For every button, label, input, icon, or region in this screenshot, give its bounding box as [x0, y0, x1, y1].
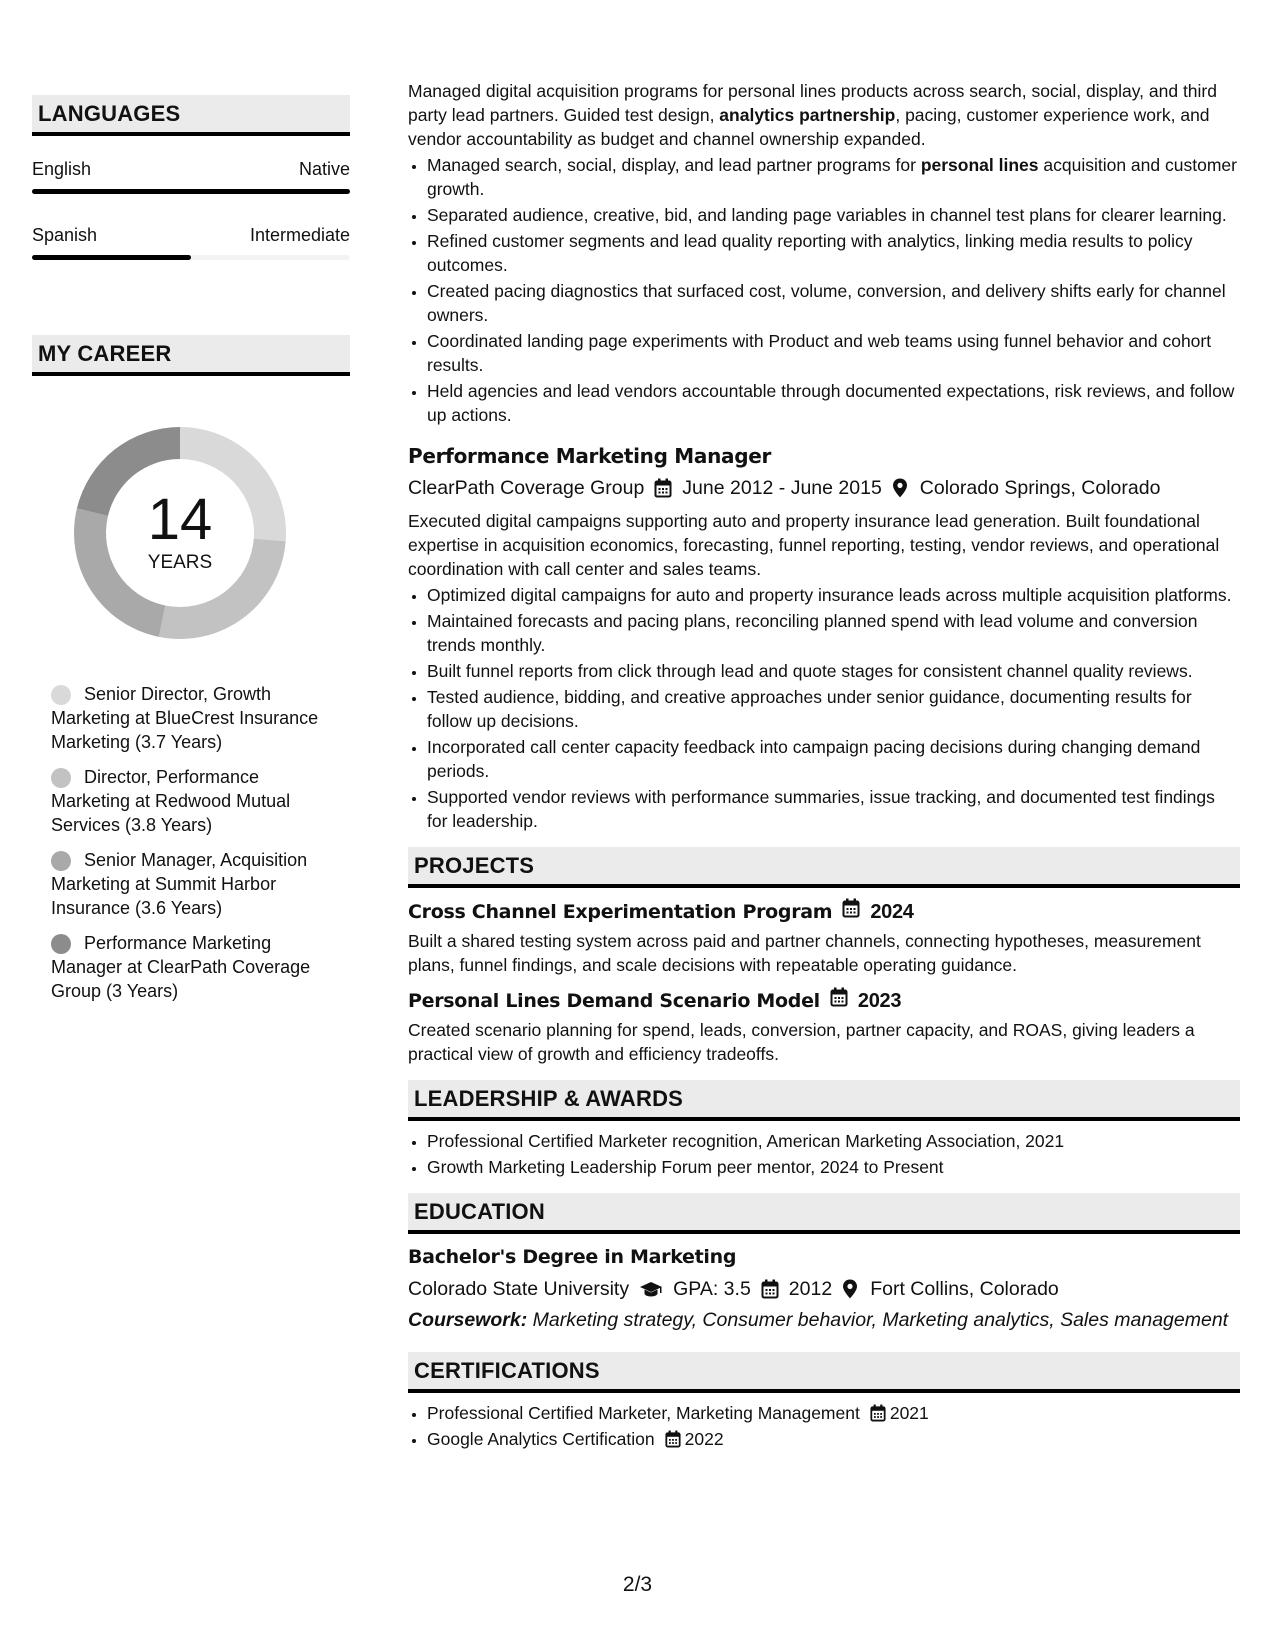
bullet-item: • Tested audience, bidding, and creative approaches under senior guidance, documenting results for follow up decisions.: [427, 685, 1240, 733]
calendar-icon: [870, 1404, 886, 1422]
bullet-item: • Optimized digital campaigns for auto and property insurance leads across multiple acquisition platforms.: [427, 583, 1240, 607]
job-location: Colorado Springs, Colorado: [919, 477, 1161, 499]
legend-dot: [51, 934, 71, 954]
language-bar-fill: [32, 189, 350, 194]
certifications-heading: CERTIFICATIONS: [408, 1352, 1240, 1393]
projects-section: [408, 847, 1240, 1066]
career-legend-item: Performance Marketing Manager at ClearPath Coverage Group (3 Years): [51, 933, 311, 1001]
bullet-item: • Held agencies and lead vendors accountable through documented expectations, risk reviews, and follow up actions.: [427, 379, 1240, 427]
job-summary-continued: Managed digital acquisition programs for personal lines products across search, social, display, and third party lead partners. Guided test design, analytics partnership, pacing, customer experience work, and vendor accountability as budget and channel ownership expanded.: [408, 81, 1217, 149]
project-title: Cross Channel Experimentation Program: [408, 900, 833, 923]
language-level: Intermediate: [249, 225, 350, 245]
certification-year: 2022: [684, 1429, 724, 1449]
location-pin-icon: [892, 478, 910, 498]
page-number: 2/3: [622, 1573, 653, 1596]
calendar-icon: [654, 478, 672, 498]
project-description: Created scenario planning for spend, leads, conversion, partner capacity, and ROAS, giving leaders a practical view of growth and efficiency tradeoffs.: [408, 1020, 1195, 1064]
calendar-icon: [842, 898, 860, 925]
career-legend-item: Director, Performance Marketing at Redwood Mutual Services (3.8 Years): [51, 767, 291, 835]
job-meta: [408, 475, 1240, 501]
bullet-item: • Incorporated call center capacity feedback into campaign pacing decisions during changing demand periods.: [427, 735, 1240, 783]
languages-heading: LANGUAGES: [32, 95, 350, 136]
calendar-icon: [761, 1279, 779, 1299]
bullet-item: • Managed search, social, display, and lead partner programs for personal lines acquisition and customer growth.: [427, 153, 1240, 201]
bullet-item: • Growth Marketing Leadership Forum peer mentor, 2024 to Present: [427, 1155, 1240, 1179]
education-school: Colorado State University: [408, 1278, 630, 1300]
job-bullets: [408, 583, 1240, 833]
career-donut-chart: [65, 418, 295, 648]
certification-year: 2021: [889, 1403, 929, 1423]
education-coursework: Coursework: Marketing strategy, Consumer behavior, Marketing analytics, Sales management: [408, 1309, 1229, 1331]
project-title: Personal Lines Demand Scenario Model: [408, 989, 820, 1012]
bullet-item: • Created pacing diagnostics that surfaced cost, volume, conversion, and delivery shifts early for channel owners.: [427, 279, 1240, 327]
certification-item: [427, 1401, 1240, 1425]
bullet-item: • Built funnel reports from click through lead and quote stages for consistent channel quality reviews.: [427, 659, 1240, 683]
job-dates: June 2012 - June 2015: [682, 477, 882, 499]
project-item: [408, 898, 1240, 977]
project-description: Built a shared testing system across paid and partner channels, connecting hypotheses, measurement plans, funnel findings, and scale decisions with repeatable operating guidance.: [408, 931, 1201, 975]
location-pin-icon: [842, 1279, 860, 1299]
leadership-list: [408, 1129, 1240, 1179]
calendar-icon: [830, 987, 848, 1014]
certifications-list: [408, 1401, 1240, 1451]
job-bullets-continued: [408, 153, 1240, 427]
language-bar: [32, 255, 350, 260]
bullet-item: • Separated audience, creative, bid, and landing page variables in channel test plans for clearer learning.: [427, 203, 1240, 227]
education-meta: [408, 1276, 1240, 1302]
certification-name: • Professional Certified Marketer, Marketing Management: [427, 1403, 860, 1423]
career-legend-item: Senior Director, Growth Marketing at BlueCrest Insurance Marketing (3.7 Years): [51, 684, 319, 752]
education-year: 2012: [788, 1278, 833, 1300]
language-name: English: [32, 159, 92, 179]
project-year: 2024: [870, 900, 914, 923]
bullet-item: • Refined customer segments and lead quality reporting with analytics, linking media results to policy outcomes.: [427, 229, 1240, 277]
job-title: Performance Marketing Manager: [408, 444, 772, 468]
bullet-item: • Maintained forecasts and pacing plans, reconciling planned spend with lead volume and conversion trends monthly.: [427, 609, 1240, 657]
language-spanish: [32, 224, 350, 260]
certification-name: • Google Analytics Certification: [427, 1429, 655, 1449]
left-column: [32, 95, 350, 1014]
leadership-section: [408, 1080, 1240, 1179]
projects-heading: PROJECTS: [408, 847, 1240, 888]
education-heading: EDUCATION: [408, 1193, 1240, 1234]
graduation-cap-icon: [639, 1279, 663, 1299]
education-location: Fort Collins, Colorado: [870, 1278, 1059, 1300]
legend-dot: [51, 851, 71, 871]
language-level: Native: [298, 159, 350, 179]
education-degree: Bachelor's Degree in Marketing: [408, 1246, 737, 1268]
certification-item: [427, 1427, 1240, 1451]
career-total-years: 14: [147, 487, 213, 552]
bullet-item: • Supported vendor reviews with performance summaries, issue tracking, and documented test findings for leadership.: [427, 785, 1240, 833]
education-gpa: GPA: 3.5: [673, 1278, 751, 1300]
leadership-heading: LEADERSHIP & AWARDS: [408, 1080, 1240, 1121]
project-item: [408, 987, 1240, 1066]
project-year: 2023: [857, 989, 902, 1012]
education-section: [408, 1193, 1240, 1332]
bullet-item: • Professional Certified Marketer recognition, American Marketing Association, 2021: [427, 1129, 1240, 1153]
job-company: ClearPath Coverage Group: [408, 477, 645, 499]
language-bar: [32, 189, 350, 194]
legend-dot: [51, 685, 71, 705]
career-legend: [51, 682, 341, 1003]
certifications-section: [408, 1352, 1240, 1451]
bullet-item: • Coordinated landing page experiments with Product and web teams using funnel behavior and cohort results.: [427, 329, 1240, 377]
career-heading: MY CAREER: [32, 335, 350, 376]
calendar-icon: [665, 1430, 681, 1448]
legend-dot: [51, 768, 71, 788]
right-column: [408, 79, 1240, 1453]
language-english: [32, 158, 350, 194]
career-years-label: YEARS: [147, 552, 213, 573]
job-summary: Executed digital campaigns supporting auto and property insurance lead generation. Built foundational expertise in acquisition economics, forecasting, funnel reporting, testing, vendor reviews, and operational coordination with call center and sales teams.: [408, 511, 1220, 579]
language-bar-fill: [32, 255, 191, 260]
career-legend-item: Senior Manager, Acquisition Marketing at Summit Harbor Insurance (3.6 Years): [51, 850, 308, 918]
language-name: Spanish: [32, 225, 98, 245]
